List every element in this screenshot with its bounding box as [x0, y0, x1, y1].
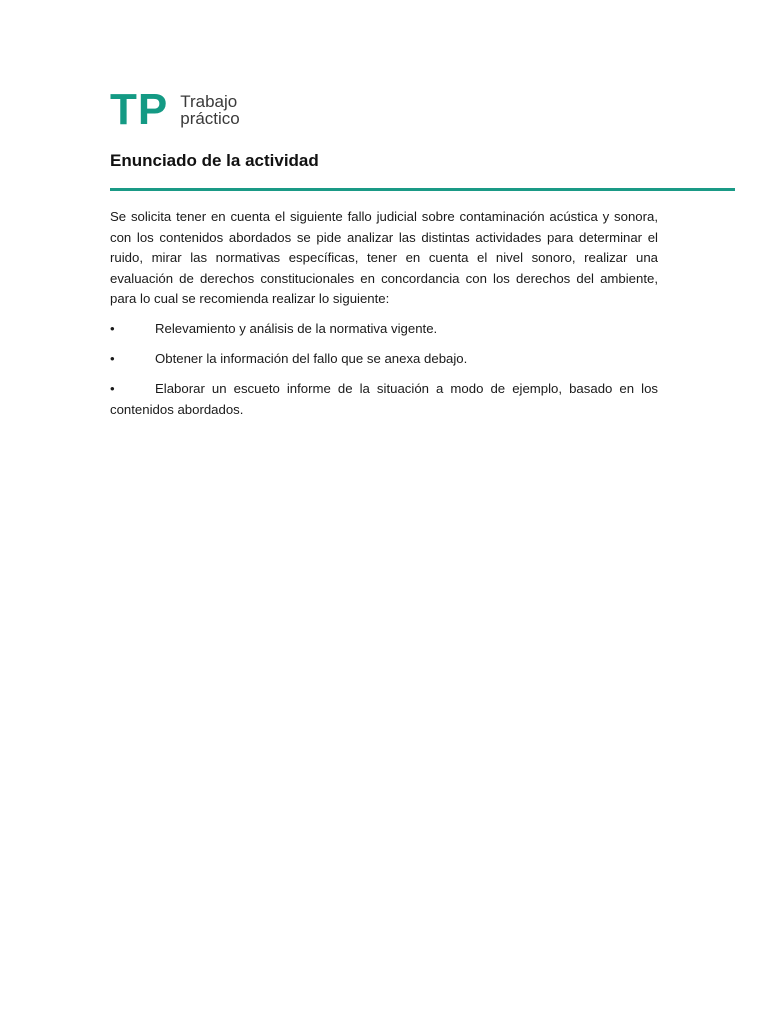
bullet-icon: •	[110, 381, 115, 397]
logo-line-1: Trabajo	[180, 92, 238, 111]
list-item-text: Elaborar un escueto informe de la situación a modo de ejemplo, basado en los contenidos abordados.	[110, 381, 658, 417]
list-item	[110, 379, 658, 420]
logo-line-2: práctico	[180, 109, 240, 128]
logo-mark: TP	[110, 85, 169, 134]
bullet-icon: •	[110, 351, 115, 367]
intro-paragraph: Se solicita tener en cuenta el siguiente fallo judicial sobre contaminación acústica y sonora, con los contenidos abordados se pide analizar las distintas actividades para determinar el ruido, mirar las normativas específicas, tener en cuenta el nivel sonoro, realizar una evaluación de derechos constitucionales en concordancia con los derechos del ambiente, para lo cual se recomienda realizar lo siguiente:	[110, 209, 658, 307]
list-item-text: Relevamiento y análisis de la normativa vigente.	[155, 320, 438, 336]
list-item	[110, 319, 658, 340]
list-item-text: Obtener la información del fallo que se anexa debajo.	[155, 351, 468, 367]
section-title: Enunciado de la actividad	[110, 151, 319, 170]
tp-logo	[110, 85, 240, 134]
bullet-icon: •	[110, 320, 115, 336]
list-item	[110, 349, 658, 370]
activity-content	[110, 207, 658, 430]
task-list	[110, 319, 658, 420]
section-divider	[110, 188, 735, 191]
logo-text	[180, 93, 240, 127]
